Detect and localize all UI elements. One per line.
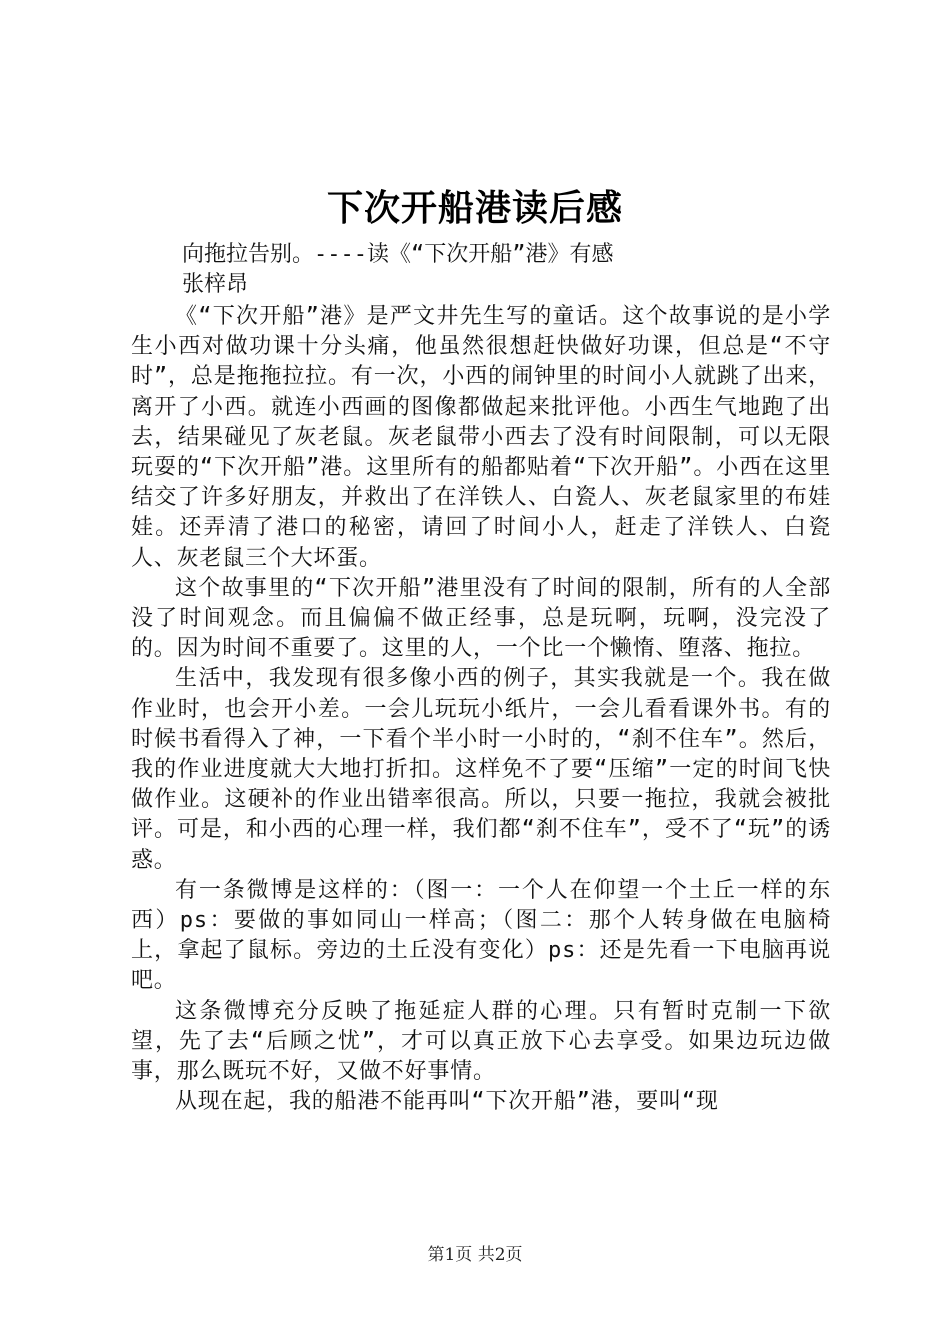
- paragraph: 生活中，我发现有很多像小西的例子，其实我就是一个。我在做作业时，也会开小差。一会儿玩玩小纸片，一会儿看看课外书。有的时候书看得入了神，一下看个半小时一小时的，“刹不住车”。然后，我的作业进度就大大地打折扣。这样免不了要“压缩”一定的时间飞快做作业。这硬补的作业出错率很高。所以，只要一拖拉，我就会被批评。可是，和小西的心理一样，我们都“刹不住车”，受不了“玩”的诱惑。: [131, 666, 831, 873]
- document-subtitle: 向拖拉告别。----读《“下次开船”港》有感: [182, 242, 614, 267]
- paragraph: 从现在起，我的船港不能再叫“下次开船”港，要叫“现: [175, 1089, 719, 1115]
- paragraph: 有一条微博是这样的：（图一：一个人在仰望一个土丘一样的东西）ps：要做的事如同山一样高；（图二：那个人转身做在电脑椅上，拿起了鼠标。旁边的土丘没有变化）ps：还是先看一下电脑再说吧。: [131, 877, 831, 994]
- paragraph: 这个故事里的“下次开船”港里没有了时间的限制，所有的人全部没了时间观念。而且偏偏不做正经事，总是玩啊，玩啊，没完没了的。因为时间不重要了。这里的人，一个比一个懒惰、堕落、拖拉。: [131, 575, 831, 662]
- paragraph: 这条微博充分反映了拖延症人群的心理。只有暂时克制一下欲望，先了去“后顾之忧”，才可以真正放下心去享受。如果边玩边做事，那么既玩不好，又做不好事情。: [131, 998, 831, 1085]
- paragraph: 《“下次开船”港》是严文井先生写的童话。这个故事说的是小学生小西对做功课十分头痛，他虽然很想赶快做好功课，但总是“不守时”，总是拖拖拉拉。有一次，小西的闹钟里的时间小人就跳了出来，离开了小西。就连小西画的图像都做起来批评他。小西生气地跑了出去，结果碰见了灰老鼠。灰老鼠带小西去了没有时间限制，可以无限玩耍的“下次开船”港。这里所有的船都贴着“下次开船”。小西在这里结交了许多好朋友，并救出了在洋铁人、白瓷人、灰老鼠家里的布娃娃。还弄清了港口的秘密，请回了时间小人，赶走了洋铁人、白瓷人、灰老鼠三个大坏蛋。: [131, 304, 831, 571]
- author-name: 张梓昂: [182, 272, 249, 297]
- body-text: [131, 302, 831, 1117]
- page-footer: 第1页 共2页: [427, 1245, 523, 1265]
- document-title: 下次开船港读后感: [326, 187, 623, 229]
